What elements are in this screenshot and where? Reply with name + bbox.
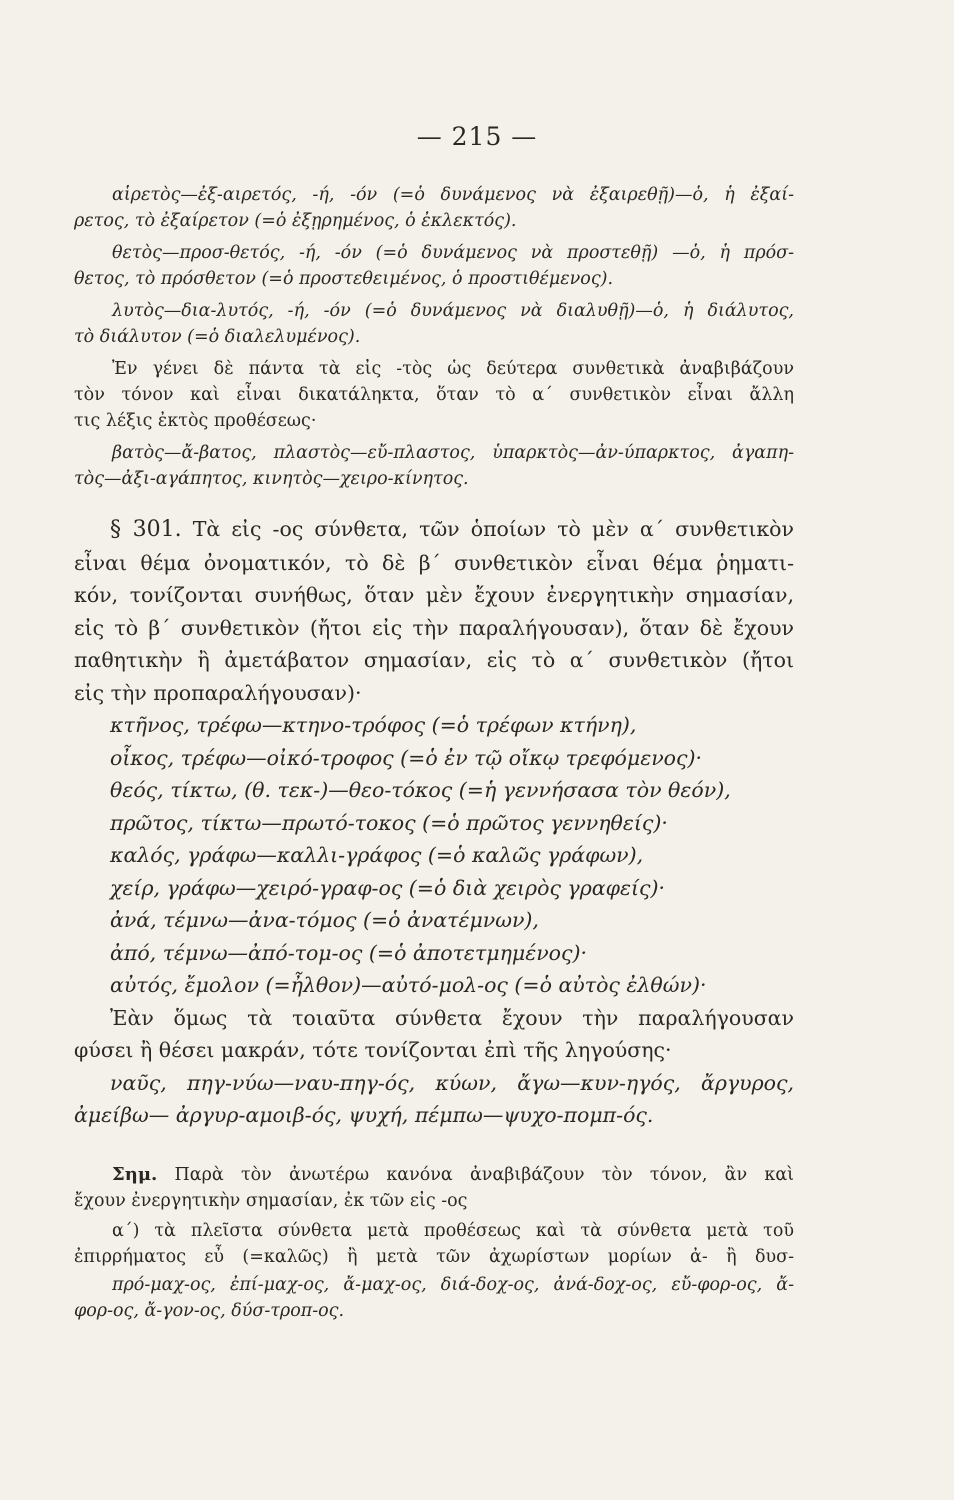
example-line: οἶκος, τρέφω—οἰκό-τροφος (=ὁ ἐν τῷ οἴκῳ τρεφόμενος)· — [110, 745, 703, 770]
text-line: θετὸς—προσ-θετός, -ή, -όν (=ὁ δυνάμενος νὰ προστεθῇ) —ὁ, ἡ πρόσ- — [112, 243, 794, 263]
example-line: αὐτός, ἔμολον (=ἦλθον)—αὐτό-μολ-ος (=ὁ αὐτὸς ἐλθών)· — [110, 973, 707, 997]
page-number: — 215 — — [416, 122, 538, 151]
text-line: λυτὸς—δια-λυτός, -ή, -όν (=ὁ δυνάμενος νὰ διαλυθῇ)—ὁ, ἡ διάλυτος, — [112, 301, 794, 321]
text-line: κόν, τονίζονται συνήθως, ὅταν μὲν ἔχουν ἐνεργητικὴν σημασίαν, — [74, 583, 794, 607]
note-block — [74, 1162, 794, 1324]
note-first-line — [74, 1162, 794, 1188]
text-line: ἐπιρρήματος εὖ (=καλῶς) ἢ μετὰ τῶν ἀχωρίστων μορίων ἀ- ἢ δυσ- — [74, 1247, 794, 1267]
example-line: ἀπό, τέμνω—ἀπό-τομ-ος (=ὁ ἀποτετμημένος)· — [110, 940, 587, 965]
top-block — [74, 182, 794, 492]
text-line: Τὰ εἰς -ος σύνθετα, τῶν ὁποίων τὸ μὲν α΄ συνθετικὸν — [192, 517, 794, 541]
example-line: καλός, γράφω—καλλι-γράφος (=ὁ καλῶς γράφων), — [110, 843, 644, 867]
example-line: ναῦς, πηγ-νύω—ναυ-πηγ-ός, κύων, ἄγω—κυν-ηγός, ἄργυρος, — [110, 1070, 794, 1095]
text-line: τὸ διάλυτον (=ὁ διαλελυμένος). — [74, 327, 361, 347]
section-301 — [74, 513, 794, 1132]
example-line: πρῶτος, τίκτω—πρωτό-τοκος (=ὁ πρῶτος γεννηθείς)· — [110, 810, 668, 835]
example-line: χείρ, γράφω—χειρό-γραφ-ος (=ὁ διὰ χειρὸς γραφείς)· — [110, 875, 665, 900]
text-line: Ἐὰν ὅμως τὰ τοιαῦτα σύνθετα ἔχουν τὴν παραλήγουσαν — [110, 1005, 794, 1030]
example-line: ἀμείβω— ἀργυρ-αμοιβ-ός, ψυχή, πέμπω—ψυχο-πομπ-ός. — [74, 1103, 654, 1127]
text-line: τὸν τόνον καὶ εἶναι δικατάληκτα, ὅταν τὸ α΄ συνθετικὸν εἶναι ἄλλη — [74, 385, 794, 405]
text-line: α΄) τὰ πλεῖστα σύνθετα μετὰ προθέσεως καὶ τὰ σύνθετα μετὰ τοῦ — [112, 1221, 794, 1241]
text-line: εἶναι θέμα ὀνοματικόν, τὸ δὲ β΄ συνθετικὸν εἶναι θέμα ῥηματι- — [74, 550, 794, 575]
section-marker: § 301. — [110, 517, 182, 542]
text-line: ἔχουν ἐνεργητικὴν σημασίαν, ἐκ τῶν εἰς -ος — [74, 1191, 468, 1211]
note-label: Σημ. — [112, 1164, 158, 1185]
text-line: ρετος, τὸ ἐξαίρετον (=ὁ ἐξῃρημένος, ὁ ἐκλεκτός). — [74, 211, 517, 231]
text-line: Παρὰ τὸν ἀνωτέρω κανόνα ἀναβιβάζουν τὸν τόνον, ἂν καὶ — [174, 1165, 794, 1185]
example-line: φορ-ος, ἄ-γον-ος, δύσ-τροπ-ος. — [74, 1301, 345, 1321]
example-line: κτῆνος, τρέφω—κτηνο-τρόφος (=ὁ τρέφων κτήνη), — [110, 713, 637, 737]
example-line: πρό-μαχ-ος, ἐπί-μαχ-ος, ἄ-μαχ-ος, διά-δοχ-ος, ἀνά-δοχ-ος, εὔ-φορ-ος, ἄ- — [112, 1275, 794, 1295]
text-line: παθητικὴν ἢ ἀμετάβατον σημασίαν, εἰς τὸ α΄ συνθετικὸν (ἤτοι — [74, 648, 794, 672]
text-line: τις λέξις ἐκτὸς προθέσεως· — [74, 411, 317, 431]
text-line: εἰς τὴν προπαραλήγουσαν)· — [74, 680, 362, 705]
text-line: αἱρετὸς—ἐξ-αιρετός, -ή, -όν (=ὁ δυνάμενος νὰ ἐξαιρεθῇ)—ὁ, ἡ ἐξαί- — [112, 185, 794, 205]
text-line: Ἐν γένει δὲ πάντα τὰ εἰς -τὸς ὡς δεύτερα συνθετικὰ ἀναβιβάζουν — [112, 359, 794, 379]
text-line: εἰς τὸ β΄ συνθετικὸν (ἤτοι εἰς τὴν παραλήγουσαν), ὅταν δὲ ἔχουν — [74, 615, 794, 640]
example-line: ἀνά, τέμνω—ἀνα-τόμος (=ὁ ἀνατέμνων), — [110, 908, 539, 932]
text-line: τὸς—ἀξι-αγάπητος, κινητὸς—χειρο-κίνητος. — [74, 469, 469, 489]
text-line: βατὸς—ἄ-βατος, πλαστὸς—εὔ-πλαστος, ὑπαρκτὸς—ἀν-ύπαρκτος, ἀγαπη- — [112, 443, 794, 463]
section-first-line — [74, 513, 794, 547]
example-line: θεός, τίκτω, (θ. τεκ-)—θεο-τόκος (=ἡ γεννήσασα τὸν θεόν), — [110, 778, 731, 802]
text-line: φύσει ἢ θέσει μακράν, τότε τονίζονται ἐπὶ τῆς ληγούσης· — [74, 1038, 672, 1062]
text-line: θετος, τὸ πρόσθετον (=ὁ προστεθειμένος, ὁ προστιθέμενος). — [74, 269, 614, 289]
